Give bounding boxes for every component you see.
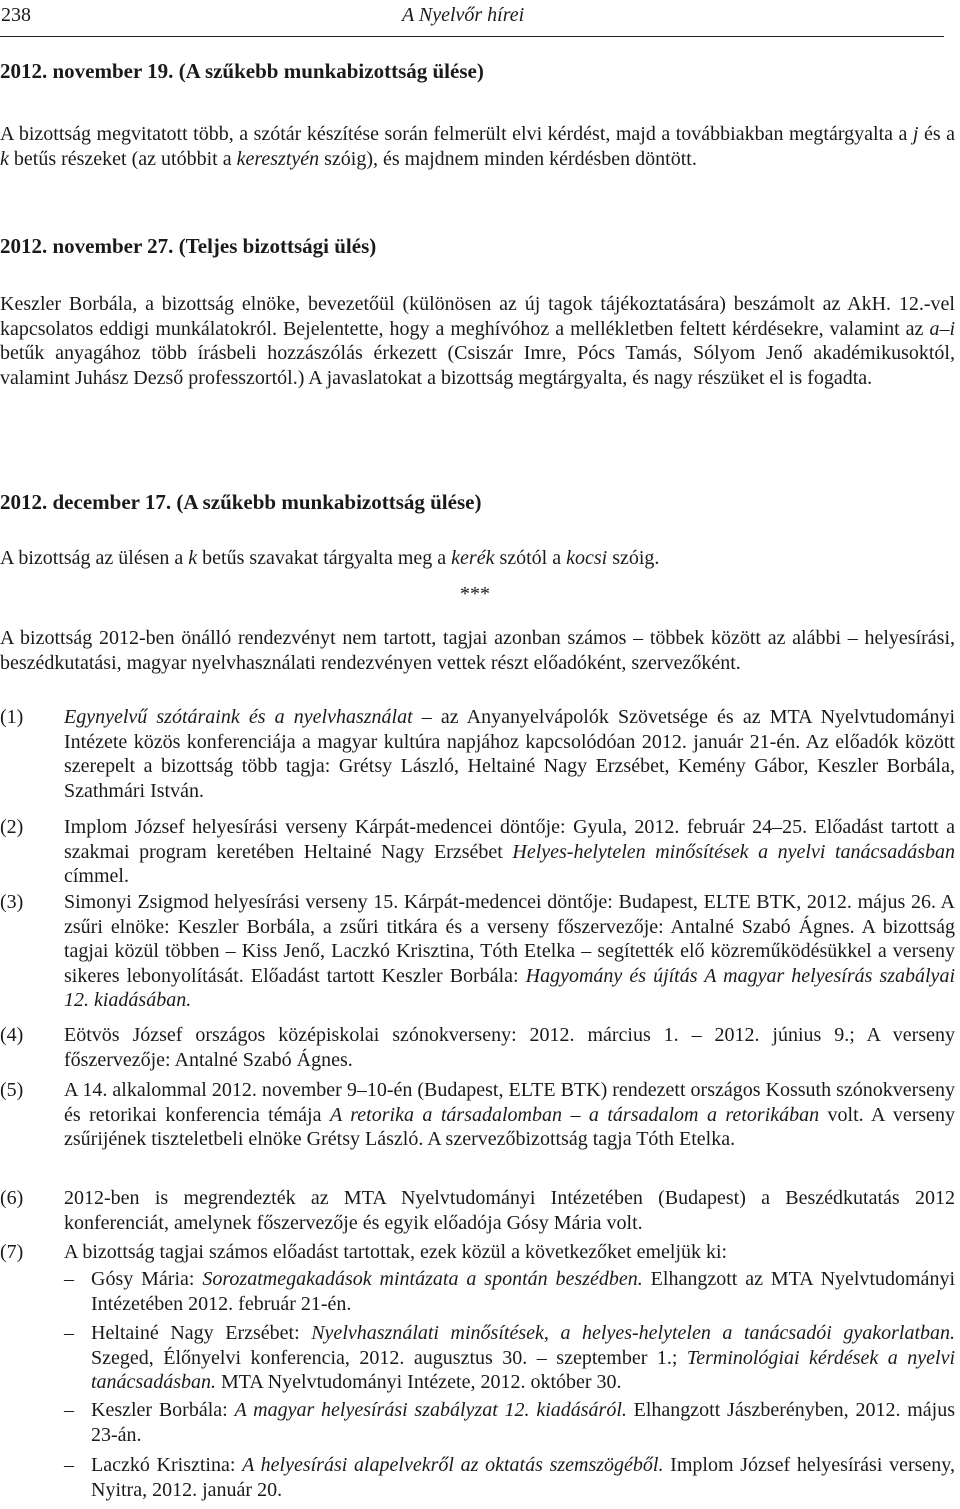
item-number: (5) <box>0 1079 24 1101</box>
item-number: (3) <box>0 891 24 913</box>
intro-paragraph: A bizottság 2012-ben önálló rendezvényt nem tartott, tagjai azonban számos – többek között az alábbi – helyesírási, beszédkutatási, magyar nyelvhasználati rendezvényen vettek részt előadóként, szervezőként. <box>0 627 955 674</box>
journal-title: A Nyelvőr hírei <box>402 4 525 26</box>
section-heading-dec17 <box>0 489 481 515</box>
heading-kind: (A szűkebb munkabizottság ülése) <box>178 59 484 83</box>
item-number: (7) <box>0 1241 24 1263</box>
item-text: Eötvös József országos középiskolai szónokverseny: 2012. március 1. – 2012. június 9.; A verseny főszervezője: Antalné Szabó Ágnes. <box>64 1024 955 1071</box>
item-number: (1) <box>0 706 24 728</box>
running-header <box>0 2 944 37</box>
item-text: A 14. alkalommal 2012. november 9–10-én (Budapest, ELTE BTK) rendezett országos Kossuth szónokverseny és retorikai konferencia témája A retorika a társadalomban – a társadalom a retorikában volt. A verseny zsűrijének tiszteletbeli elnöke Grétsy László. A szervezőbizottság tagja Tóth Etelka. <box>64 1079 956 1151</box>
item-text: Simonyi Zsigmod helyesírási verseny 15. Kárpát-medencei döntője: Budapest, ELTE BTK, 2012. május 26. A zsűri elnöke: Keszler Borbála, a zsűri titkára és a verseny főszervezője: Antalné Szabó Ágnes. A bizottság tagjai közül többen – Kiss Jenő, Laczkó Krisztina, Tóth Etelka – segítették elő közreműködésükkel a verseny sikeres lebonyolítását. Előadást tartott Keszler Borbála: Hagyomány és újítás A magyar helyesírás szabályai 12. kiadásában. <box>64 891 955 1012</box>
heading-date: 2012. november 27. <box>0 234 174 258</box>
dash-bullet: – <box>64 1322 74 1344</box>
heading-date: 2012. december 17. <box>0 490 172 514</box>
heading-kind: (Teljes bizottsági ülés) <box>178 234 377 258</box>
section-separator: *** <box>460 583 490 605</box>
item-number: (6) <box>0 1187 24 1209</box>
item-text: Egynyelvű szótáraink és a nyelvhasználat – az Anyanyelvápolók Szövetsége és az MTA Nyelvtudományi Intézete közös konferenciája a magyar kultúra napjához kapcsolódóan 2012. január 21-én. Az előadók között szerepelt a bizottság több tagja: Grétsy László, Heltainé Nagy Erzsébet, Kemény Gábor, Keszler Borbála, Szathmári István. <box>64 706 955 802</box>
dash-bullet: – <box>64 1399 74 1421</box>
paragraph-dec17: A bizottság az ülésen a k betűs szavakat tárgyalta meg a kerék szótól a kocsi szóig. <box>0 547 660 569</box>
page-number: 238 <box>1 4 31 26</box>
sub-item-text: Laczkó Krisztina: A helyesírási alapelvekről az oktatás szemszögéből. Implom József helyesírási verseny, Nyitra, 2012. január 20. <box>91 1454 955 1501</box>
section-heading-nov19 <box>0 58 484 84</box>
sub-item-text: Heltainé Nagy Erzsébet: Nyelvhasználati minősítések, a helyes-helytelen a tanácsadói gyakorlatban. Szeged, Élőnyelvi konferencia, 2012. augusztus 30. – szeptember 1.; Terminológiai kérdések a nyelvi tanácsadásban. MTA Nyelvtudományi Intézete, 2012. október 30. <box>91 1322 956 1394</box>
item-text: Implom József helyesírási verseny Kárpát-medencei döntője: Gyula, 2012. február 24–25. Előadást tartott a szakmai program keretében Heltainé Nagy Erzsébet Helyes-helytelen minősítések a nyelvi tanácsadásban címmel. <box>64 816 956 888</box>
sub-item-text: Keszler Borbála: A magyar helyesírási szabályzat 12. kiadásáról. Elhangzott Jászberényben, 2012. május 23-án. <box>91 1399 955 1446</box>
section-heading-nov27 <box>0 233 376 259</box>
dash-bullet: – <box>64 1454 74 1476</box>
item-text: 2012-ben is megrendezték az MTA Nyelvtudományi Intézetében (Budapest) a Beszédkutatás 2012 konferenciát, amelynek főszervezője és egyik előadója Gósy Mária volt. <box>64 1187 955 1234</box>
heading-date: 2012. november 19. <box>0 59 174 83</box>
paragraph-nov27: Keszler Borbála, a bizottság elnöke, bevezetőül (különösen az új tagok tájékoztatására) beszámolt az AkH. 12.-vel kapcsolatos eddigi munkálatokról. Bejelentette, hogy a meghívóhoz a mellékletben feltett kérdésekre, valamint az a–i betűk anyagához több írásbeli hozzászólás érkezett (Csiszár Imre, Pócs Tamás, Sólyom Jenő akadémikusoktól, valamint Juhász Dezső professzortól.) A javaslatokat a bizottság megtárgyalta, és nagy részüket el is fogadta. <box>0 293 955 389</box>
item-number: (4) <box>0 1024 24 1046</box>
heading-kind: (A szűkebb munkabizottság ülése) <box>176 490 482 514</box>
item-text: A bizottság tagjai számos előadást tartottak, ezek közül a következőket emeljük ki: <box>64 1241 728 1263</box>
item-number: (2) <box>0 816 24 838</box>
sub-item-text: Gósy Mária: Sorozatmegakadások mintázata a spontán beszédben. Elhangzott az MTA Nyelvtudományi Intézetében 2012. február 21-én. <box>91 1268 955 1315</box>
paragraph-nov19: A bizottság megvitatott több, a szótár készítése során felmerült elvi kérdést, majd a továbbiakban megtárgyalta a j és a k betűs részeket (az utóbbit a keresztyén szóig), és majdnem minden kérdésben döntött. <box>0 123 955 170</box>
dash-bullet: – <box>64 1268 74 1290</box>
